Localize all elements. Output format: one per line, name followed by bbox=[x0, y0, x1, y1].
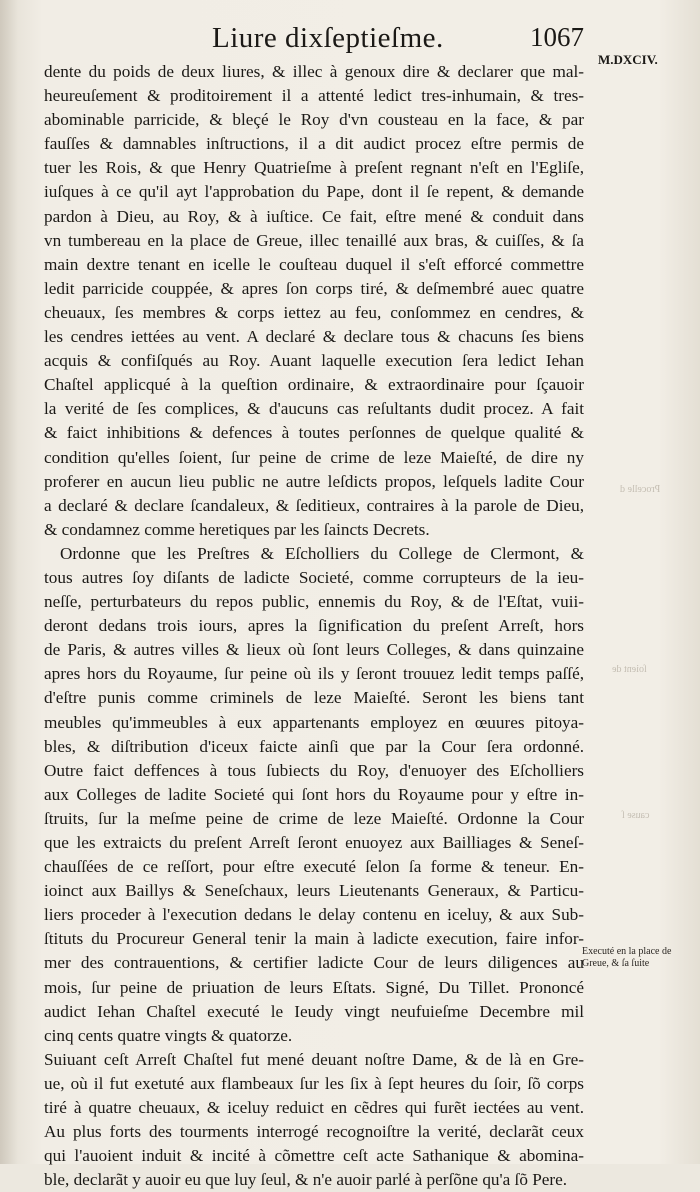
text-line: Suiuant ceſt Arreſt Chaſtel fut mené deuant noſtre Dame, & de là en Gre- bbox=[44, 1049, 584, 1069]
text-line: proferer en aucun lieu public ne autre leſdicts propos, leſquels ladite Cour bbox=[44, 471, 584, 491]
text-line: tous autres ſoy diſants de ladicte Societé, comme corrupteurs de la ieu- bbox=[44, 567, 584, 587]
text-line: condition qu'elles ſoient, ſur peine de crime de leze Maieſté, de dire ny bbox=[44, 447, 584, 467]
bleed-through-text: cause ſ bbox=[622, 810, 650, 821]
text-line: de Paris, & autres villes & lieux où ſont leurs Colleges, & dans quinzaine bbox=[44, 640, 584, 660]
text-line: audict Iehan Chaſtel executé le Ieudy vingt neufuieſme Decembre mil bbox=[44, 1001, 584, 1021]
text-line: acquis & confiſqués au Roy. Auant laquelle execution ſera ledict Iehan bbox=[44, 351, 584, 371]
text-line: & faict inhibitions & defences à toutes perſonnes de quelque qualité & bbox=[44, 423, 584, 443]
text-line: ſtituts du Procureur General tenir la main à ladicte execution, faire infor- bbox=[44, 929, 584, 949]
body-text bbox=[44, 60, 584, 1192]
gutter-shadow bbox=[0, 0, 18, 1164]
text-line: cheuaux, ſes membres & corps iettez au feu, conſommez en cendres, & bbox=[44, 302, 584, 322]
text-line: vn tumbereau en la place de Greue, illec tenaillé aux bras, & cuiſſes, & ſa bbox=[44, 230, 584, 250]
text-line: ledit parricide couppée, & apres ſon corps tiré, & deſmembré auec quatre bbox=[44, 278, 584, 298]
text-line: ſtruits, ſur la meſme peine de crime de leze Maieſté. Ordonne la Cour bbox=[44, 808, 584, 828]
text-line: main dextre tenant en icelle le couſteau duquel il s'eſt efforcé commettre bbox=[44, 254, 584, 274]
page-number: 1067 bbox=[530, 22, 584, 52]
text-line: Au plus forts des tourments interrogé recognoiſtre la verité, declarãt ceux bbox=[44, 1122, 584, 1142]
text-line: qui l'auoient induit & incité à cõmettre ceſt acte Sathanique & abomina- bbox=[44, 1146, 584, 1166]
margin-date: M.DXCIV. bbox=[598, 52, 658, 67]
text-line: aux Colleges de ladite Societé qui ſont hors du Royaume pour y eſtre in- bbox=[44, 784, 584, 804]
text-line: iuſques à ce qu'il ayt l'approbation du Pape, dont il ſe repent, & demande bbox=[44, 182, 584, 202]
text-line: meubles qu'immeubles à eux appartenants employez en œuures pitoya- bbox=[44, 712, 584, 732]
text-line: que les extraicts du preſent Arreſt ſeront enuoyez aux Bailliages & Seneſ- bbox=[44, 833, 584, 852]
text-line: Outre faict deffences à tous ſubiects du Roy, d'enuoyer des Eſcholliers bbox=[44, 760, 584, 780]
text-line: a declaré & declare ſcandaleux, & ſeditieux, contraires à la parole de Dieu, bbox=[44, 495, 584, 515]
text-line: neſſe, perturbateurs du repos public, ennemis du Roy, & de l'Eſtat, vuii- bbox=[44, 592, 584, 612]
text-line: d'eſtre punis comme criminels de leze Maieſté. Seront les biens tant bbox=[44, 688, 584, 708]
running-head: Liure dixſeptieſme. bbox=[212, 22, 444, 54]
text-line: heureuſement & proditoirement il a attenté ledict tres-inhumain, & tres- bbox=[44, 86, 584, 106]
bleed-through-text: ſoient de bbox=[612, 664, 647, 675]
text-line: la verité de ſes complices, & d'aucuns cas reſultants dudit procez. A fait bbox=[44, 399, 584, 419]
text-line: abominable parricide, & bleçé le Roy d'vn cousteau en la face, & par bbox=[44, 110, 584, 130]
text-line: Chaſtel applicqué à la queſtion ordinaire, & extraordinaire pour ſçauoir bbox=[44, 375, 584, 395]
text-line: deront dedans trois iours, apres la ſignification du preſent Arreſt, hors bbox=[44, 616, 584, 636]
margin-note: Executé en la place de Greue, & ſa ſuite bbox=[582, 946, 672, 969]
text-line: mer des contrauentions, & certifier ladicte Cour de leurs diligences au bbox=[44, 953, 584, 973]
text-line: Ordonne que les Preſtres & Eſcholliers du College de Clermont, & bbox=[60, 543, 584, 563]
text-line: ble, declarãt y auoir eu que luy ſeul, & n'e auoir parlé à perſõne qu'a ſõ Pere. bbox=[44, 1170, 568, 1190]
text-line: tuer les Rois, & que Henry Quatrieſme à preſent regnant n'eſt en l'Egliſe, bbox=[44, 158, 584, 178]
text-line: dente du poids de deux liures, & illec à genoux dire & declarer que mal- bbox=[44, 62, 584, 81]
text-line: bles, & diſtribution d'iceux faicte ainſi que par la Cour ſera ordonné. bbox=[44, 736, 584, 756]
text-line: mois, ſur peine de priuation de leurs Eſtats. Signé, Du Tillet. Prononcé bbox=[44, 977, 584, 997]
text-line: cinq cents quatre vingts & quatorze. bbox=[44, 1025, 293, 1045]
text-line: fauſſes & damnables inſtructions, il a dit audict procez eſtre permis de bbox=[44, 134, 584, 154]
text-line: tiré à quatre cheuaux, & iceluy reduict en cẽdres qui furẽt iectées au vent. bbox=[44, 1098, 584, 1118]
text-line: ioinct aux Baillys & Seneſchaux, leurs Lieutenants Generaux, & Particu- bbox=[44, 881, 584, 901]
text-line: pardon à Dieu, au Roy, & à iuſtice. Ce fait, eſtre mené & conduit dans bbox=[44, 206, 584, 226]
text-line: ue, où il fut exetuté aux flambeaux ſur les ſix à ſept heures du ſoir, ſõ corps bbox=[44, 1073, 584, 1093]
text-line: chauſſées de ce reſſort, pour eſtre executé ſelon ſa forme & teneur. En- bbox=[44, 857, 584, 877]
bleed-through-text: Procelle d bbox=[620, 484, 661, 495]
text-line: les cendres iettées au vent. A declaré & declare tous & chacuns ſes biens bbox=[44, 327, 584, 347]
text-line: & condamnez comme heretiques par les ſaincts Decrets. bbox=[44, 519, 430, 539]
text-line: liers proceder à l'execution dedans le delay contenu en iceluy, & aux Sub- bbox=[44, 905, 584, 925]
text-line: apres hors du Royaume, ſur peine où ils y ſeront trouuez ledit temps paſſé, bbox=[44, 664, 584, 684]
